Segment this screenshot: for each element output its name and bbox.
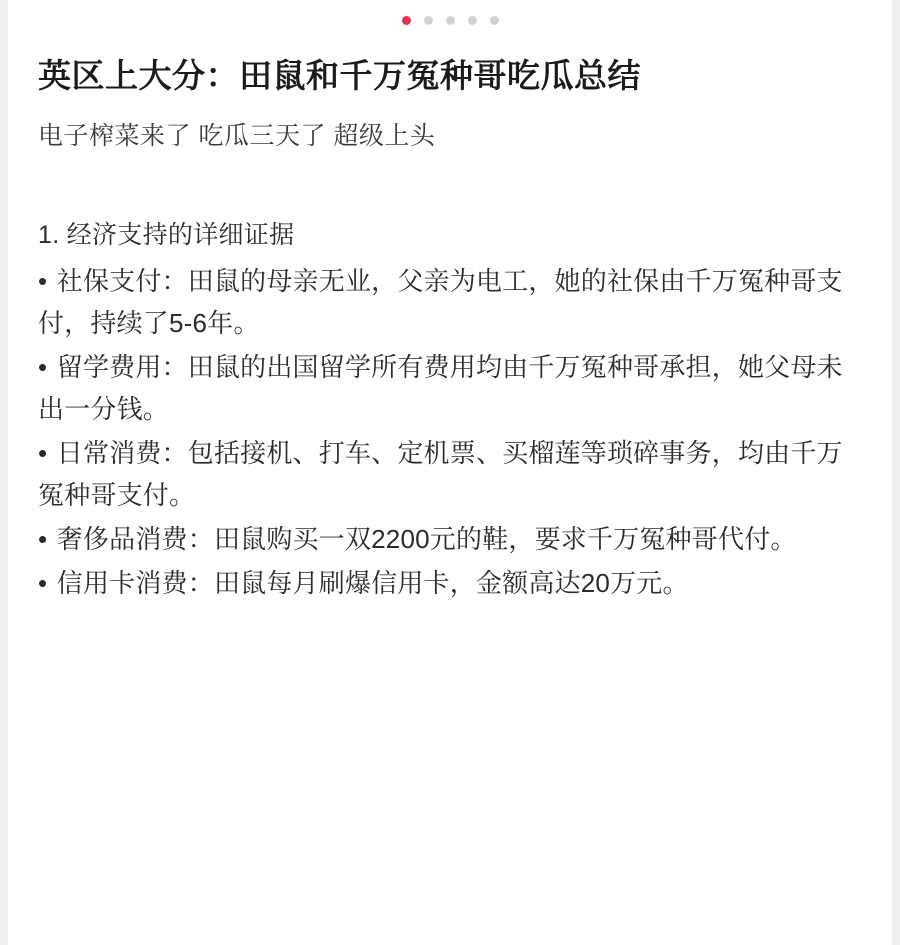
page-edge-left bbox=[0, 0, 8, 945]
section-heading: 1. 经济支持的详细证据 bbox=[38, 221, 295, 250]
page-edge-right bbox=[892, 0, 900, 945]
page-title: 英区上大分：田鼠和千万冤种哥吃瓜总结 bbox=[38, 57, 641, 94]
list-item-text: 信用卡消费：田鼠每月刷爆信用卡，金额高达20万元。 bbox=[56, 568, 689, 599]
page-dot-4[interactable] bbox=[468, 16, 477, 25]
bullet-marker: • bbox=[38, 524, 48, 555]
list-item bbox=[38, 562, 860, 604]
bullet-marker: • bbox=[38, 265, 48, 296]
bullet-marker: • bbox=[38, 568, 48, 599]
bullet-marker: • bbox=[38, 351, 48, 382]
list-item bbox=[38, 346, 860, 430]
article-content bbox=[0, 24, 900, 604]
page-dot-3[interactable] bbox=[446, 16, 455, 25]
page-dot-5[interactable] bbox=[490, 16, 499, 25]
list-item bbox=[38, 518, 860, 560]
article-subtitle: 电子榨菜来了 吃瓜三天了 超级上头 bbox=[38, 121, 436, 150]
page-dot-2[interactable] bbox=[424, 16, 433, 25]
list-item bbox=[38, 432, 860, 516]
list-item-text: 奢侈品消费：田鼠购买一双2200元的鞋，要求千万冤种哥代付。 bbox=[56, 524, 797, 555]
list-item-text: 社保支付：田鼠的母亲无业，父亲为电工，她的社保由千万冤种哥支付，持续了5-6年。 bbox=[38, 265, 843, 338]
page-dot-1[interactable] bbox=[402, 16, 411, 25]
list-item-text: 日常消费：包括接机、打车、定机票、买榴莲等琐碎事务，均由千万冤种哥支付。 bbox=[38, 437, 843, 511]
page-indicator[interactable] bbox=[0, 0, 900, 24]
article-body bbox=[38, 217, 860, 604]
list-item bbox=[38, 260, 860, 344]
list-item-text: 留学费用：田鼠的出国留学所有费用均由千万冤种哥承担，她父母未出一分钱。 bbox=[38, 351, 843, 424]
bullet-marker: • bbox=[38, 437, 48, 468]
